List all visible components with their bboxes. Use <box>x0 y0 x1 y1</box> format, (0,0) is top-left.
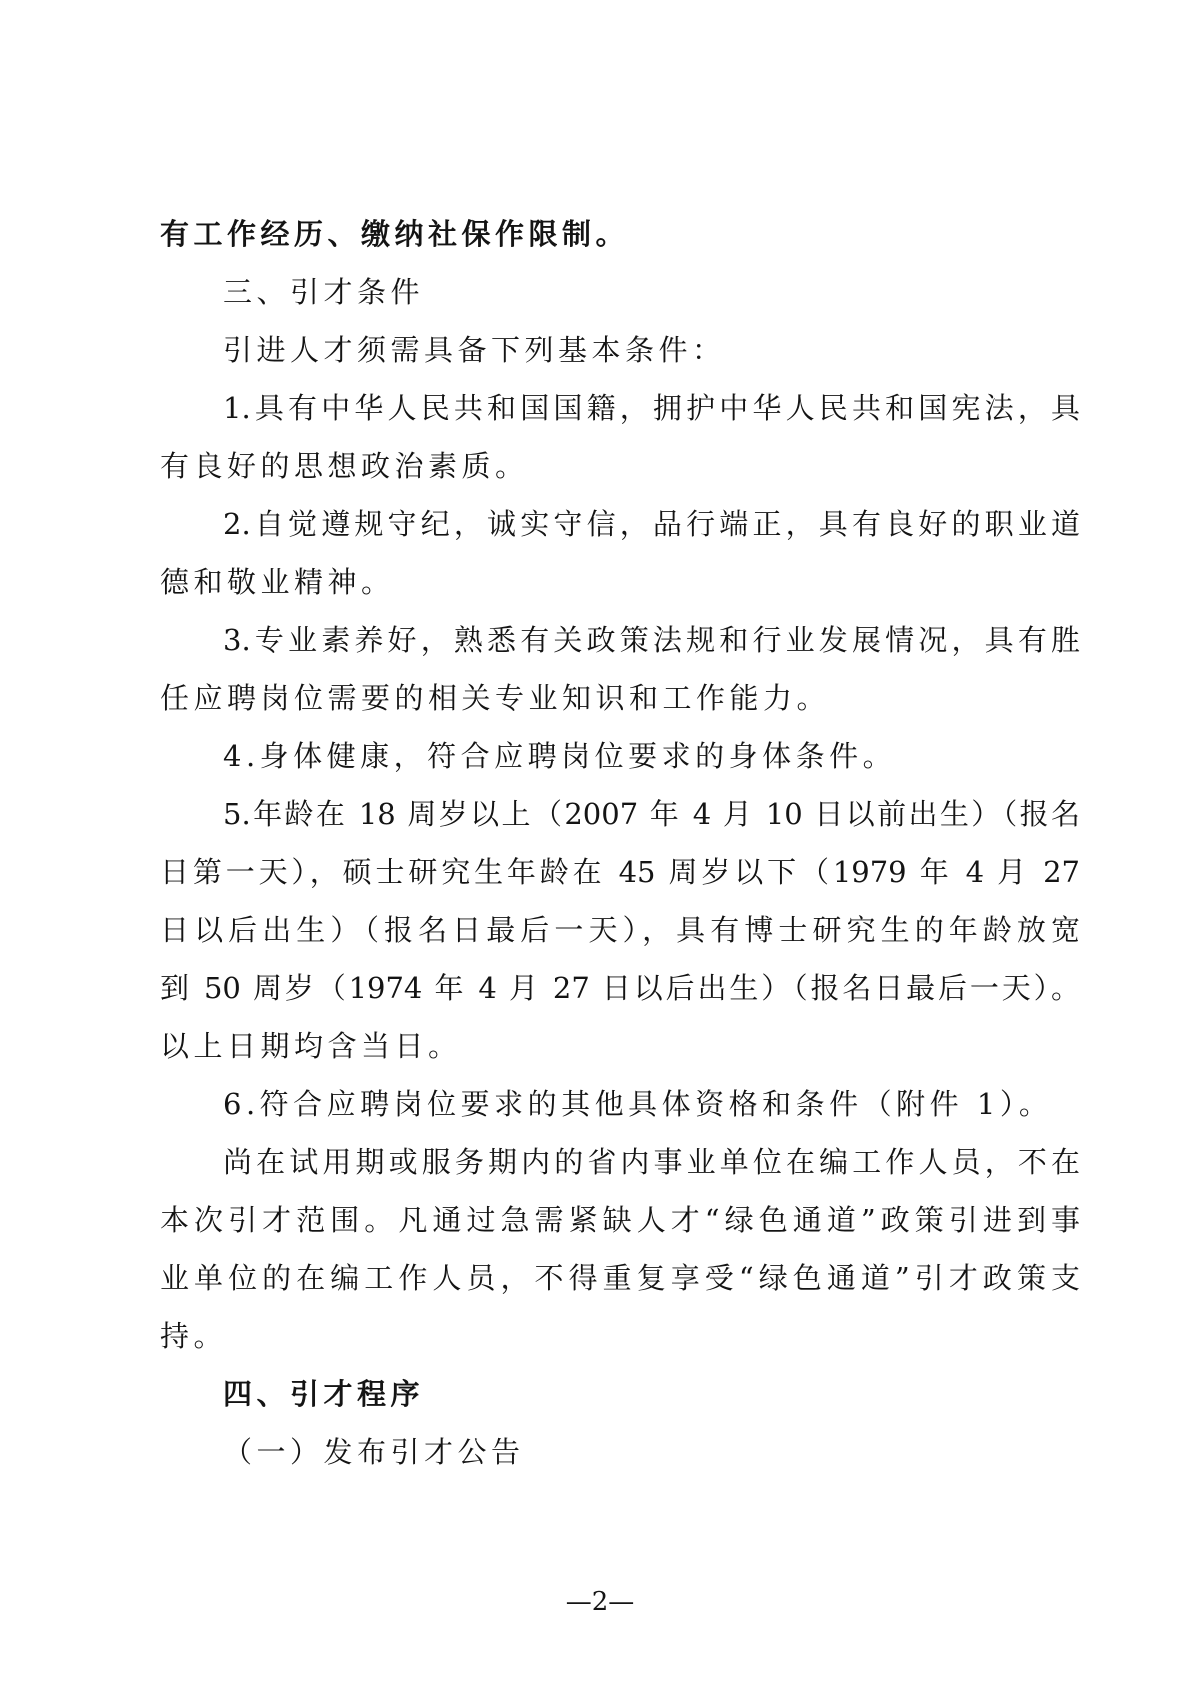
condition-5-line-5: 以上日期均含当日。 <box>160 1029 462 1063</box>
exclusion-line-1: 尚在试用期或服务期内的省内事业单位在编工作人员，不在 <box>223 1145 1080 1179</box>
condition-2-line-2: 德和敬业精神。 <box>160 565 395 599</box>
condition-4: 4.身体健康，符合应聘岗位要求的身体条件。 <box>223 739 897 773</box>
section-heading-3: 三、引才条件 <box>223 275 425 309</box>
condition-5-line-1: 5.年龄在 18 周岁以上（2007 年 4 月 10 日以前出生）（报名 <box>223 797 1080 831</box>
condition-3-line-1: 3.专业素养好，熟悉有关政策法规和行业发展情况，具有胜 <box>223 623 1080 657</box>
paragraph-continuation: 有工作经历、缴纳社保作限制。 <box>160 217 630 251</box>
condition-6: 6.符合应聘岗位要求的其他具体资格和条件（附件 1）。 <box>223 1087 1053 1121</box>
condition-5-line-4: 到 50 周岁（1974 年 4 月 27 日以后出生）（报名日最后一天）。 <box>160 971 1080 1005</box>
condition-2-line-1: 2.自觉遵规守纪，诚实守信，品行端正，具有良好的职业道 <box>223 507 1080 541</box>
condition-3-line-2: 任应聘岗位需要的相关专业知识和工作能力。 <box>160 681 831 715</box>
intro-paragraph: 引进人才须需具备下列基本条件： <box>223 333 726 367</box>
exclusion-line-4: 持。 <box>160 1319 228 1353</box>
exclusion-line-3: 业单位的在编工作人员，不得重复享受“绿色通道”引才政策支 <box>160 1261 1080 1295</box>
condition-1-line-2: 有良好的思想政治素质。 <box>160 449 529 483</box>
condition-5-line-3: 日以后出生）（报名日最后一天），具有博士研究生的年龄放宽 <box>160 913 1080 947</box>
page-number: —2— <box>565 1587 635 1617</box>
condition-5-line-2: 日第一天），硕士研究生年龄在 45 周岁以下（1979 年 4 月 27 <box>160 855 1080 889</box>
exclusion-line-2: 本次引才范围。凡通过急需紧缺人才“绿色通道”政策引进到事 <box>160 1203 1080 1237</box>
section-heading-4: 四、引才程序 <box>223 1377 425 1411</box>
condition-1-line-1: 1.具有中华人民共和国国籍，拥护中华人民共和国宪法，具 <box>223 391 1080 425</box>
subsection-heading-1: （一）发布引才公告 <box>223 1435 525 1469</box>
